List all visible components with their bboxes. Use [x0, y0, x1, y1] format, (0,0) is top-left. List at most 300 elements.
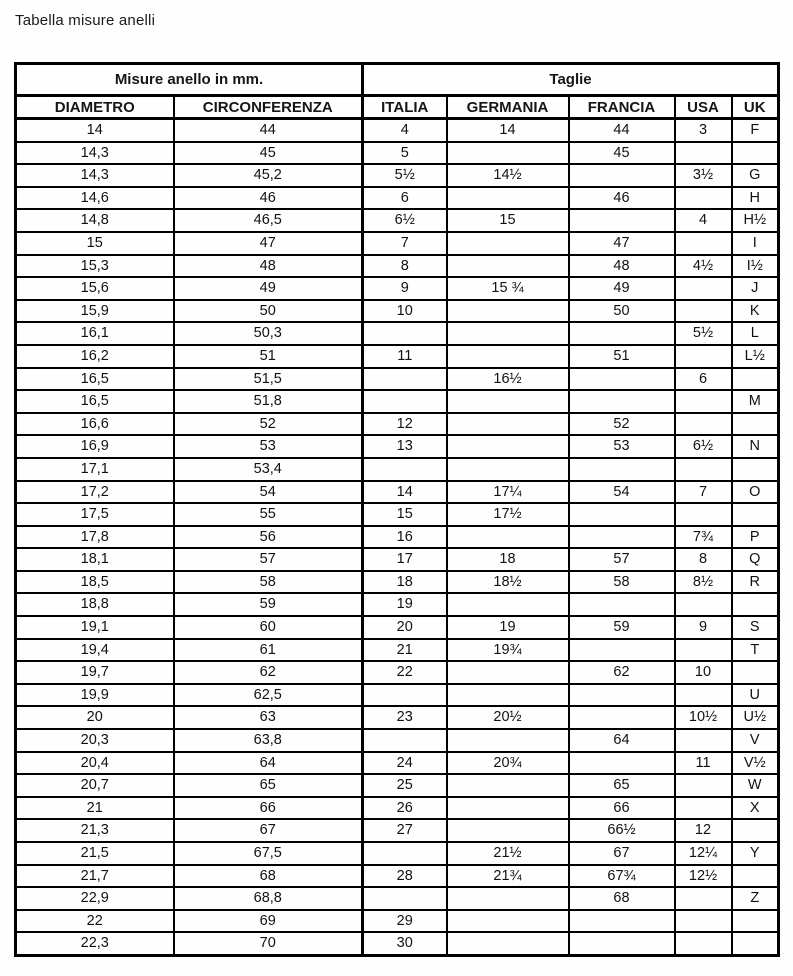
cell-germania: 17½ — [447, 503, 569, 526]
cell-usa: 4½ — [675, 255, 732, 278]
cell-uk — [732, 142, 779, 165]
cell-circonferenza: 53,4 — [174, 458, 363, 481]
cell-circonferenza: 56 — [174, 526, 363, 549]
table-row — [16, 548, 779, 571]
cell-francia — [569, 368, 675, 391]
table-row — [16, 887, 779, 910]
cell-italia: 5½ — [363, 164, 447, 187]
cell-uk: F — [732, 119, 779, 142]
cell-circonferenza: 62 — [174, 661, 363, 684]
cell-germania — [447, 729, 569, 752]
cell-italia: 6 — [363, 187, 447, 210]
table-row — [16, 368, 779, 391]
table-row — [16, 413, 779, 436]
cell-circonferenza: 64 — [174, 752, 363, 775]
cell-circonferenza: 70 — [174, 932, 363, 955]
cell-uk: J — [732, 277, 779, 300]
cell-uk: L½ — [732, 345, 779, 368]
cell-usa: 10½ — [675, 706, 732, 729]
page-title: Tabella misure anelli — [15, 12, 156, 29]
cell-germania: 21½ — [447, 842, 569, 865]
cell-uk — [732, 865, 779, 888]
cell-uk: I½ — [732, 255, 779, 278]
cell-diametro: 18,5 — [16, 571, 174, 594]
cell-germania — [447, 435, 569, 458]
cell-diametro: 16,1 — [16, 322, 174, 345]
cell-diametro: 18,1 — [16, 548, 174, 571]
cell-circonferenza: 51,5 — [174, 368, 363, 391]
cell-italia: 12 — [363, 413, 447, 436]
cell-diametro: 15,9 — [16, 300, 174, 323]
cell-francia — [569, 390, 675, 413]
cell-germania: 20¾ — [447, 752, 569, 775]
cell-diametro: 21,3 — [16, 819, 174, 842]
table-row — [16, 842, 779, 865]
cell-germania — [447, 774, 569, 797]
cell-usa — [675, 639, 732, 662]
cell-uk — [732, 819, 779, 842]
cell-germania — [447, 255, 569, 278]
cell-italia: 13 — [363, 435, 447, 458]
table-row — [16, 255, 779, 278]
cell-germania: 16½ — [447, 368, 569, 391]
cell-germania — [447, 661, 569, 684]
cell-usa — [675, 345, 732, 368]
table-row — [16, 481, 779, 504]
cell-italia: 25 — [363, 774, 447, 797]
cell-germania — [447, 345, 569, 368]
cell-germania — [447, 684, 569, 707]
cell-usa: 11 — [675, 752, 732, 775]
cell-circonferenza: 61 — [174, 639, 363, 662]
table-row — [16, 684, 779, 707]
cell-germania: 21¾ — [447, 865, 569, 888]
cell-diametro: 16,9 — [16, 435, 174, 458]
cell-francia: 64 — [569, 729, 675, 752]
cell-usa — [675, 300, 732, 323]
cell-uk: S — [732, 616, 779, 639]
cell-circonferenza: 69 — [174, 910, 363, 933]
cell-diametro: 20 — [16, 706, 174, 729]
cell-circonferenza: 51 — [174, 345, 363, 368]
cell-circonferenza: 53 — [174, 435, 363, 458]
cell-usa — [675, 684, 732, 707]
cell-diametro: 16,5 — [16, 368, 174, 391]
cell-diametro: 21,5 — [16, 842, 174, 865]
col-header-francia: FRANCIA — [569, 96, 675, 119]
group-header-taglie: Taglie — [363, 64, 779, 96]
cell-usa: 12½ — [675, 865, 732, 888]
cell-circonferenza: 68 — [174, 865, 363, 888]
cell-italia: 20 — [363, 616, 447, 639]
cell-diametro: 16,5 — [16, 390, 174, 413]
cell-germania: 19¾ — [447, 639, 569, 662]
cell-diametro: 19,9 — [16, 684, 174, 707]
table-row — [16, 910, 779, 933]
table-row — [16, 277, 779, 300]
cell-uk: N — [732, 435, 779, 458]
cell-germania: 14½ — [447, 164, 569, 187]
cell-circonferenza: 50 — [174, 300, 363, 323]
table-row — [16, 571, 779, 594]
cell-usa — [675, 774, 732, 797]
cell-germania — [447, 932, 569, 955]
cell-usa: 3½ — [675, 164, 732, 187]
cell-usa: 5½ — [675, 322, 732, 345]
cell-uk — [732, 932, 779, 955]
cell-diametro: 15,6 — [16, 277, 174, 300]
table-row — [16, 819, 779, 842]
table-row — [16, 164, 779, 187]
cell-diametro: 14 — [16, 119, 174, 142]
group-header-row — [16, 64, 779, 96]
cell-usa: 6 — [675, 368, 732, 391]
cell-germania — [447, 593, 569, 616]
cell-uk — [732, 503, 779, 526]
cell-uk: Z — [732, 887, 779, 910]
cell-uk: K — [732, 300, 779, 323]
cell-francia: 57 — [569, 548, 675, 571]
cell-germania — [447, 910, 569, 933]
table-row — [16, 435, 779, 458]
cell-uk: U½ — [732, 706, 779, 729]
cell-uk: V — [732, 729, 779, 752]
cell-italia — [363, 842, 447, 865]
cell-italia: 6½ — [363, 209, 447, 232]
table-row — [16, 232, 779, 255]
cell-uk — [732, 458, 779, 481]
cell-italia — [363, 729, 447, 752]
cell-uk: H½ — [732, 209, 779, 232]
cell-germania — [447, 797, 569, 820]
cell-circonferenza: 63,8 — [174, 729, 363, 752]
cell-uk: M — [732, 390, 779, 413]
cell-usa — [675, 413, 732, 436]
table-row — [16, 119, 779, 142]
table-row — [16, 932, 779, 955]
cell-uk: P — [732, 526, 779, 549]
cell-italia: 5 — [363, 142, 447, 165]
cell-usa: 7¾ — [675, 526, 732, 549]
cell-uk: U — [732, 684, 779, 707]
cell-uk: O — [732, 481, 779, 504]
cell-francia: 66 — [569, 797, 675, 820]
cell-diametro: 14,3 — [16, 142, 174, 165]
cell-francia: 51 — [569, 345, 675, 368]
cell-francia — [569, 593, 675, 616]
cell-francia: 47 — [569, 232, 675, 255]
cell-italia: 9 — [363, 277, 447, 300]
table-row — [16, 390, 779, 413]
cell-uk — [732, 413, 779, 436]
cell-francia — [569, 458, 675, 481]
cell-diametro: 21,7 — [16, 865, 174, 888]
cell-diametro: 17,5 — [16, 503, 174, 526]
cell-italia — [363, 390, 447, 413]
cell-francia — [569, 209, 675, 232]
cell-uk: Y — [732, 842, 779, 865]
cell-diametro: 15 — [16, 232, 174, 255]
cell-uk: H — [732, 187, 779, 210]
cell-circonferenza: 50,3 — [174, 322, 363, 345]
cell-germania: 20½ — [447, 706, 569, 729]
table-row — [16, 187, 779, 210]
cell-usa: 3 — [675, 119, 732, 142]
cell-germania: 15 ¾ — [447, 277, 569, 300]
cell-italia: 28 — [363, 865, 447, 888]
col-header-usa: USA — [675, 96, 732, 119]
cell-francia: 67 — [569, 842, 675, 865]
cell-usa: 8 — [675, 548, 732, 571]
cell-francia: 58 — [569, 571, 675, 594]
cell-diametro: 20,7 — [16, 774, 174, 797]
cell-germania — [447, 390, 569, 413]
ring-size-table — [14, 62, 780, 957]
cell-circonferenza: 59 — [174, 593, 363, 616]
cell-francia: 48 — [569, 255, 675, 278]
cell-uk — [732, 368, 779, 391]
cell-germania — [447, 300, 569, 323]
cell-diametro: 14,8 — [16, 209, 174, 232]
cell-francia — [569, 910, 675, 933]
cell-germania — [447, 322, 569, 345]
cell-germania — [447, 887, 569, 910]
cell-germania — [447, 232, 569, 255]
col-header-germania: GERMANIA — [447, 96, 569, 119]
cell-usa: 9 — [675, 616, 732, 639]
cell-circonferenza: 45,2 — [174, 164, 363, 187]
table-row — [16, 345, 779, 368]
table-row — [16, 209, 779, 232]
cell-germania: 19 — [447, 616, 569, 639]
cell-usa — [675, 503, 732, 526]
cell-circonferenza: 47 — [174, 232, 363, 255]
table-row — [16, 503, 779, 526]
cell-italia: 17 — [363, 548, 447, 571]
cell-circonferenza: 46,5 — [174, 209, 363, 232]
cell-francia — [569, 503, 675, 526]
cell-uk: Q — [732, 548, 779, 571]
cell-francia: 68 — [569, 887, 675, 910]
cell-usa — [675, 593, 732, 616]
cell-italia: 8 — [363, 255, 447, 278]
cell-uk: T — [732, 639, 779, 662]
cell-italia: 16 — [363, 526, 447, 549]
column-header-row — [16, 96, 779, 119]
cell-uk: I — [732, 232, 779, 255]
table-row — [16, 797, 779, 820]
cell-italia: 4 — [363, 119, 447, 142]
cell-germania: 17¼ — [447, 481, 569, 504]
cell-diametro: 17,8 — [16, 526, 174, 549]
cell-usa: 6½ — [675, 435, 732, 458]
cell-usa — [675, 910, 732, 933]
cell-uk: W — [732, 774, 779, 797]
table-row — [16, 593, 779, 616]
cell-italia — [363, 887, 447, 910]
cell-diametro: 16,2 — [16, 345, 174, 368]
cell-francia — [569, 684, 675, 707]
cell-circonferenza: 44 — [174, 119, 363, 142]
cell-francia — [569, 706, 675, 729]
cell-uk — [732, 910, 779, 933]
col-header-uk: UK — [732, 96, 779, 119]
cell-circonferenza: 45 — [174, 142, 363, 165]
col-header-italia: ITALIA — [363, 96, 447, 119]
cell-diametro: 19,4 — [16, 639, 174, 662]
cell-francia — [569, 639, 675, 662]
table-row — [16, 526, 779, 549]
cell-usa: 7 — [675, 481, 732, 504]
cell-circonferenza: 67 — [174, 819, 363, 842]
cell-usa: 8½ — [675, 571, 732, 594]
table-row — [16, 616, 779, 639]
cell-uk — [732, 661, 779, 684]
cell-italia: 30 — [363, 932, 447, 955]
table-body — [16, 119, 779, 956]
table-row — [16, 458, 779, 481]
cell-italia — [363, 322, 447, 345]
cell-italia: 10 — [363, 300, 447, 323]
cell-uk: R — [732, 571, 779, 594]
cell-circonferenza: 67,5 — [174, 842, 363, 865]
cell-uk: X — [732, 797, 779, 820]
cell-usa: 12 — [675, 819, 732, 842]
table-row — [16, 865, 779, 888]
cell-italia: 22 — [363, 661, 447, 684]
cell-francia: 53 — [569, 435, 675, 458]
cell-francia — [569, 322, 675, 345]
cell-francia — [569, 164, 675, 187]
table-row — [16, 752, 779, 775]
cell-diametro: 22,3 — [16, 932, 174, 955]
table-row — [16, 322, 779, 345]
cell-francia: 44 — [569, 119, 675, 142]
cell-circonferenza: 49 — [174, 277, 363, 300]
cell-germania: 14 — [447, 119, 569, 142]
cell-usa — [675, 458, 732, 481]
cell-circonferenza: 68,8 — [174, 887, 363, 910]
cell-francia: 50 — [569, 300, 675, 323]
cell-diametro: 15,3 — [16, 255, 174, 278]
cell-usa — [675, 232, 732, 255]
cell-italia: 11 — [363, 345, 447, 368]
cell-francia: 59 — [569, 616, 675, 639]
cell-francia: 52 — [569, 413, 675, 436]
cell-francia: 67¾ — [569, 865, 675, 888]
cell-circonferenza: 54 — [174, 481, 363, 504]
cell-usa: 12¼ — [675, 842, 732, 865]
table-row — [16, 706, 779, 729]
table-row — [16, 774, 779, 797]
cell-circonferenza: 48 — [174, 255, 363, 278]
group-header-misure-anello: Misure anello in mm. — [16, 64, 363, 96]
cell-francia: 62 — [569, 661, 675, 684]
cell-diametro: 17,2 — [16, 481, 174, 504]
cell-italia: 24 — [363, 752, 447, 775]
cell-germania: 15 — [447, 209, 569, 232]
cell-germania — [447, 413, 569, 436]
cell-italia — [363, 684, 447, 707]
cell-usa — [675, 142, 732, 165]
cell-diametro: 19,7 — [16, 661, 174, 684]
cell-germania — [447, 187, 569, 210]
cell-circonferenza: 60 — [174, 616, 363, 639]
cell-diametro: 14,3 — [16, 164, 174, 187]
cell-francia: 49 — [569, 277, 675, 300]
cell-francia: 46 — [569, 187, 675, 210]
cell-germania — [447, 458, 569, 481]
cell-diametro: 20,3 — [16, 729, 174, 752]
cell-francia: 54 — [569, 481, 675, 504]
cell-usa — [675, 187, 732, 210]
cell-diametro: 19,1 — [16, 616, 174, 639]
cell-italia — [363, 368, 447, 391]
cell-francia — [569, 752, 675, 775]
cell-italia: 19 — [363, 593, 447, 616]
cell-usa: 10 — [675, 661, 732, 684]
cell-circonferenza: 65 — [174, 774, 363, 797]
cell-germania — [447, 819, 569, 842]
cell-circonferenza: 46 — [174, 187, 363, 210]
cell-francia: 66½ — [569, 819, 675, 842]
cell-circonferenza: 66 — [174, 797, 363, 820]
cell-italia: 14 — [363, 481, 447, 504]
cell-uk: V½ — [732, 752, 779, 775]
cell-usa — [675, 932, 732, 955]
cell-uk — [732, 593, 779, 616]
cell-italia: 26 — [363, 797, 447, 820]
cell-italia: 15 — [363, 503, 447, 526]
cell-germania — [447, 142, 569, 165]
cell-usa: 4 — [675, 209, 732, 232]
cell-circonferenza: 55 — [174, 503, 363, 526]
cell-usa — [675, 797, 732, 820]
cell-usa — [675, 277, 732, 300]
cell-diametro: 22 — [16, 910, 174, 933]
cell-diametro: 17,1 — [16, 458, 174, 481]
cell-diametro: 14,6 — [16, 187, 174, 210]
cell-francia — [569, 932, 675, 955]
cell-circonferenza: 52 — [174, 413, 363, 436]
table-row — [16, 661, 779, 684]
cell-circonferenza: 63 — [174, 706, 363, 729]
table-row — [16, 729, 779, 752]
cell-diametro: 20,4 — [16, 752, 174, 775]
cell-italia: 27 — [363, 819, 447, 842]
cell-circonferenza: 51,8 — [174, 390, 363, 413]
cell-francia: 45 — [569, 142, 675, 165]
cell-usa — [675, 887, 732, 910]
table-row — [16, 639, 779, 662]
col-header-circonferenza: CIRCONFERENZA — [174, 96, 363, 119]
cell-diametro: 18,8 — [16, 593, 174, 616]
cell-usa — [675, 390, 732, 413]
cell-germania — [447, 526, 569, 549]
cell-diametro: 21 — [16, 797, 174, 820]
cell-italia: 7 — [363, 232, 447, 255]
col-header-diametro: DIAMETRO — [16, 96, 174, 119]
cell-italia: 23 — [363, 706, 447, 729]
cell-uk: G — [732, 164, 779, 187]
cell-circonferenza: 58 — [174, 571, 363, 594]
cell-francia — [569, 526, 675, 549]
cell-circonferenza: 62,5 — [174, 684, 363, 707]
cell-diametro: 22,9 — [16, 887, 174, 910]
cell-italia: 18 — [363, 571, 447, 594]
cell-uk: L — [732, 322, 779, 345]
cell-italia: 21 — [363, 639, 447, 662]
